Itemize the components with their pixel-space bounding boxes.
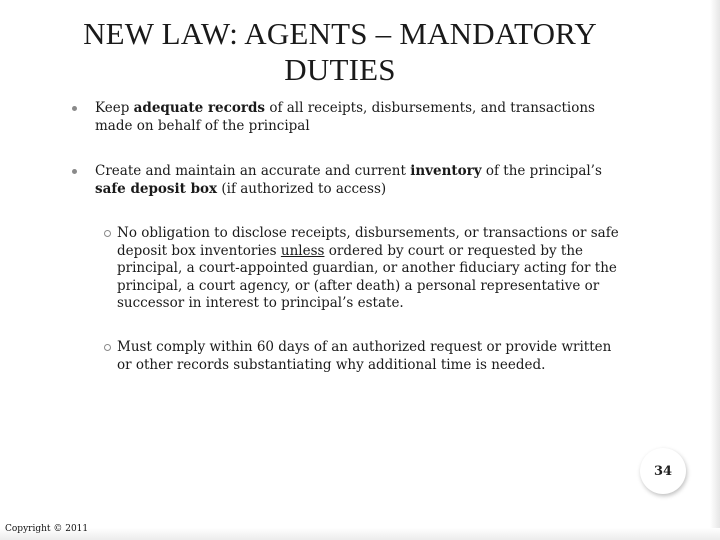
title-line-1: NEW LAW: AGENTS – MANDATORY	[83, 16, 597, 51]
bullet-dot-icon	[72, 106, 77, 111]
bullet-text-segment: of all receipts, disbursements, and transactions made on behalf of the principal	[95, 100, 595, 134]
page-number-badge: 34	[640, 448, 686, 494]
bullet-text-bold: safe deposit box	[95, 180, 218, 197]
subbullet-ring-icon	[104, 230, 111, 237]
copyright-notice: Copyright © 2011	[5, 524, 89, 534]
bullet-text	[95, 100, 632, 135]
subbullet-ring-icon	[104, 344, 111, 351]
subbullet-text: Must comply within 60 days of an authorized request or provide written or other records substantiating why additional time is needed.	[117, 339, 612, 373]
slide-bottom-shade	[0, 528, 720, 540]
slide-right-edge	[710, 0, 720, 540]
bullet-text-segment: Keep	[95, 100, 134, 116]
bullet-adequate-records	[72, 100, 632, 135]
bullet-dot-icon	[72, 169, 77, 174]
bullet-text-bold: adequate records	[133, 100, 266, 116]
subbullet-text	[117, 225, 619, 313]
subbullet-text-segment: No obligation to disclose receipts, disbursements, or transactions or safe deposit box inventories	[117, 225, 619, 259]
bullet-text-segment: (if authorized to access)	[217, 180, 387, 197]
slide-title	[60, 16, 620, 88]
bullet-inventory	[72, 163, 632, 198]
bullet-text-bold: inventory	[410, 163, 482, 179]
bullet-text-segment: of the principal’s	[481, 163, 602, 179]
subbullet-must-comply	[104, 339, 619, 374]
title-line-2: DUTIES	[284, 52, 396, 87]
subbullet-no-obligation	[104, 225, 619, 313]
subbullet-text-underlined: unless	[280, 242, 325, 259]
subbullet-text-segment: ordered by court or requested by the principal, a court-appointed guardian, or another fiduciary acting for the principal, a court agency, or (after death) a personal representative or successor in interest to principal’s estate.	[117, 242, 617, 311]
bullet-text	[95, 163, 632, 198]
bullet-text-segment: Create and maintain an accurate and current	[95, 163, 411, 179]
